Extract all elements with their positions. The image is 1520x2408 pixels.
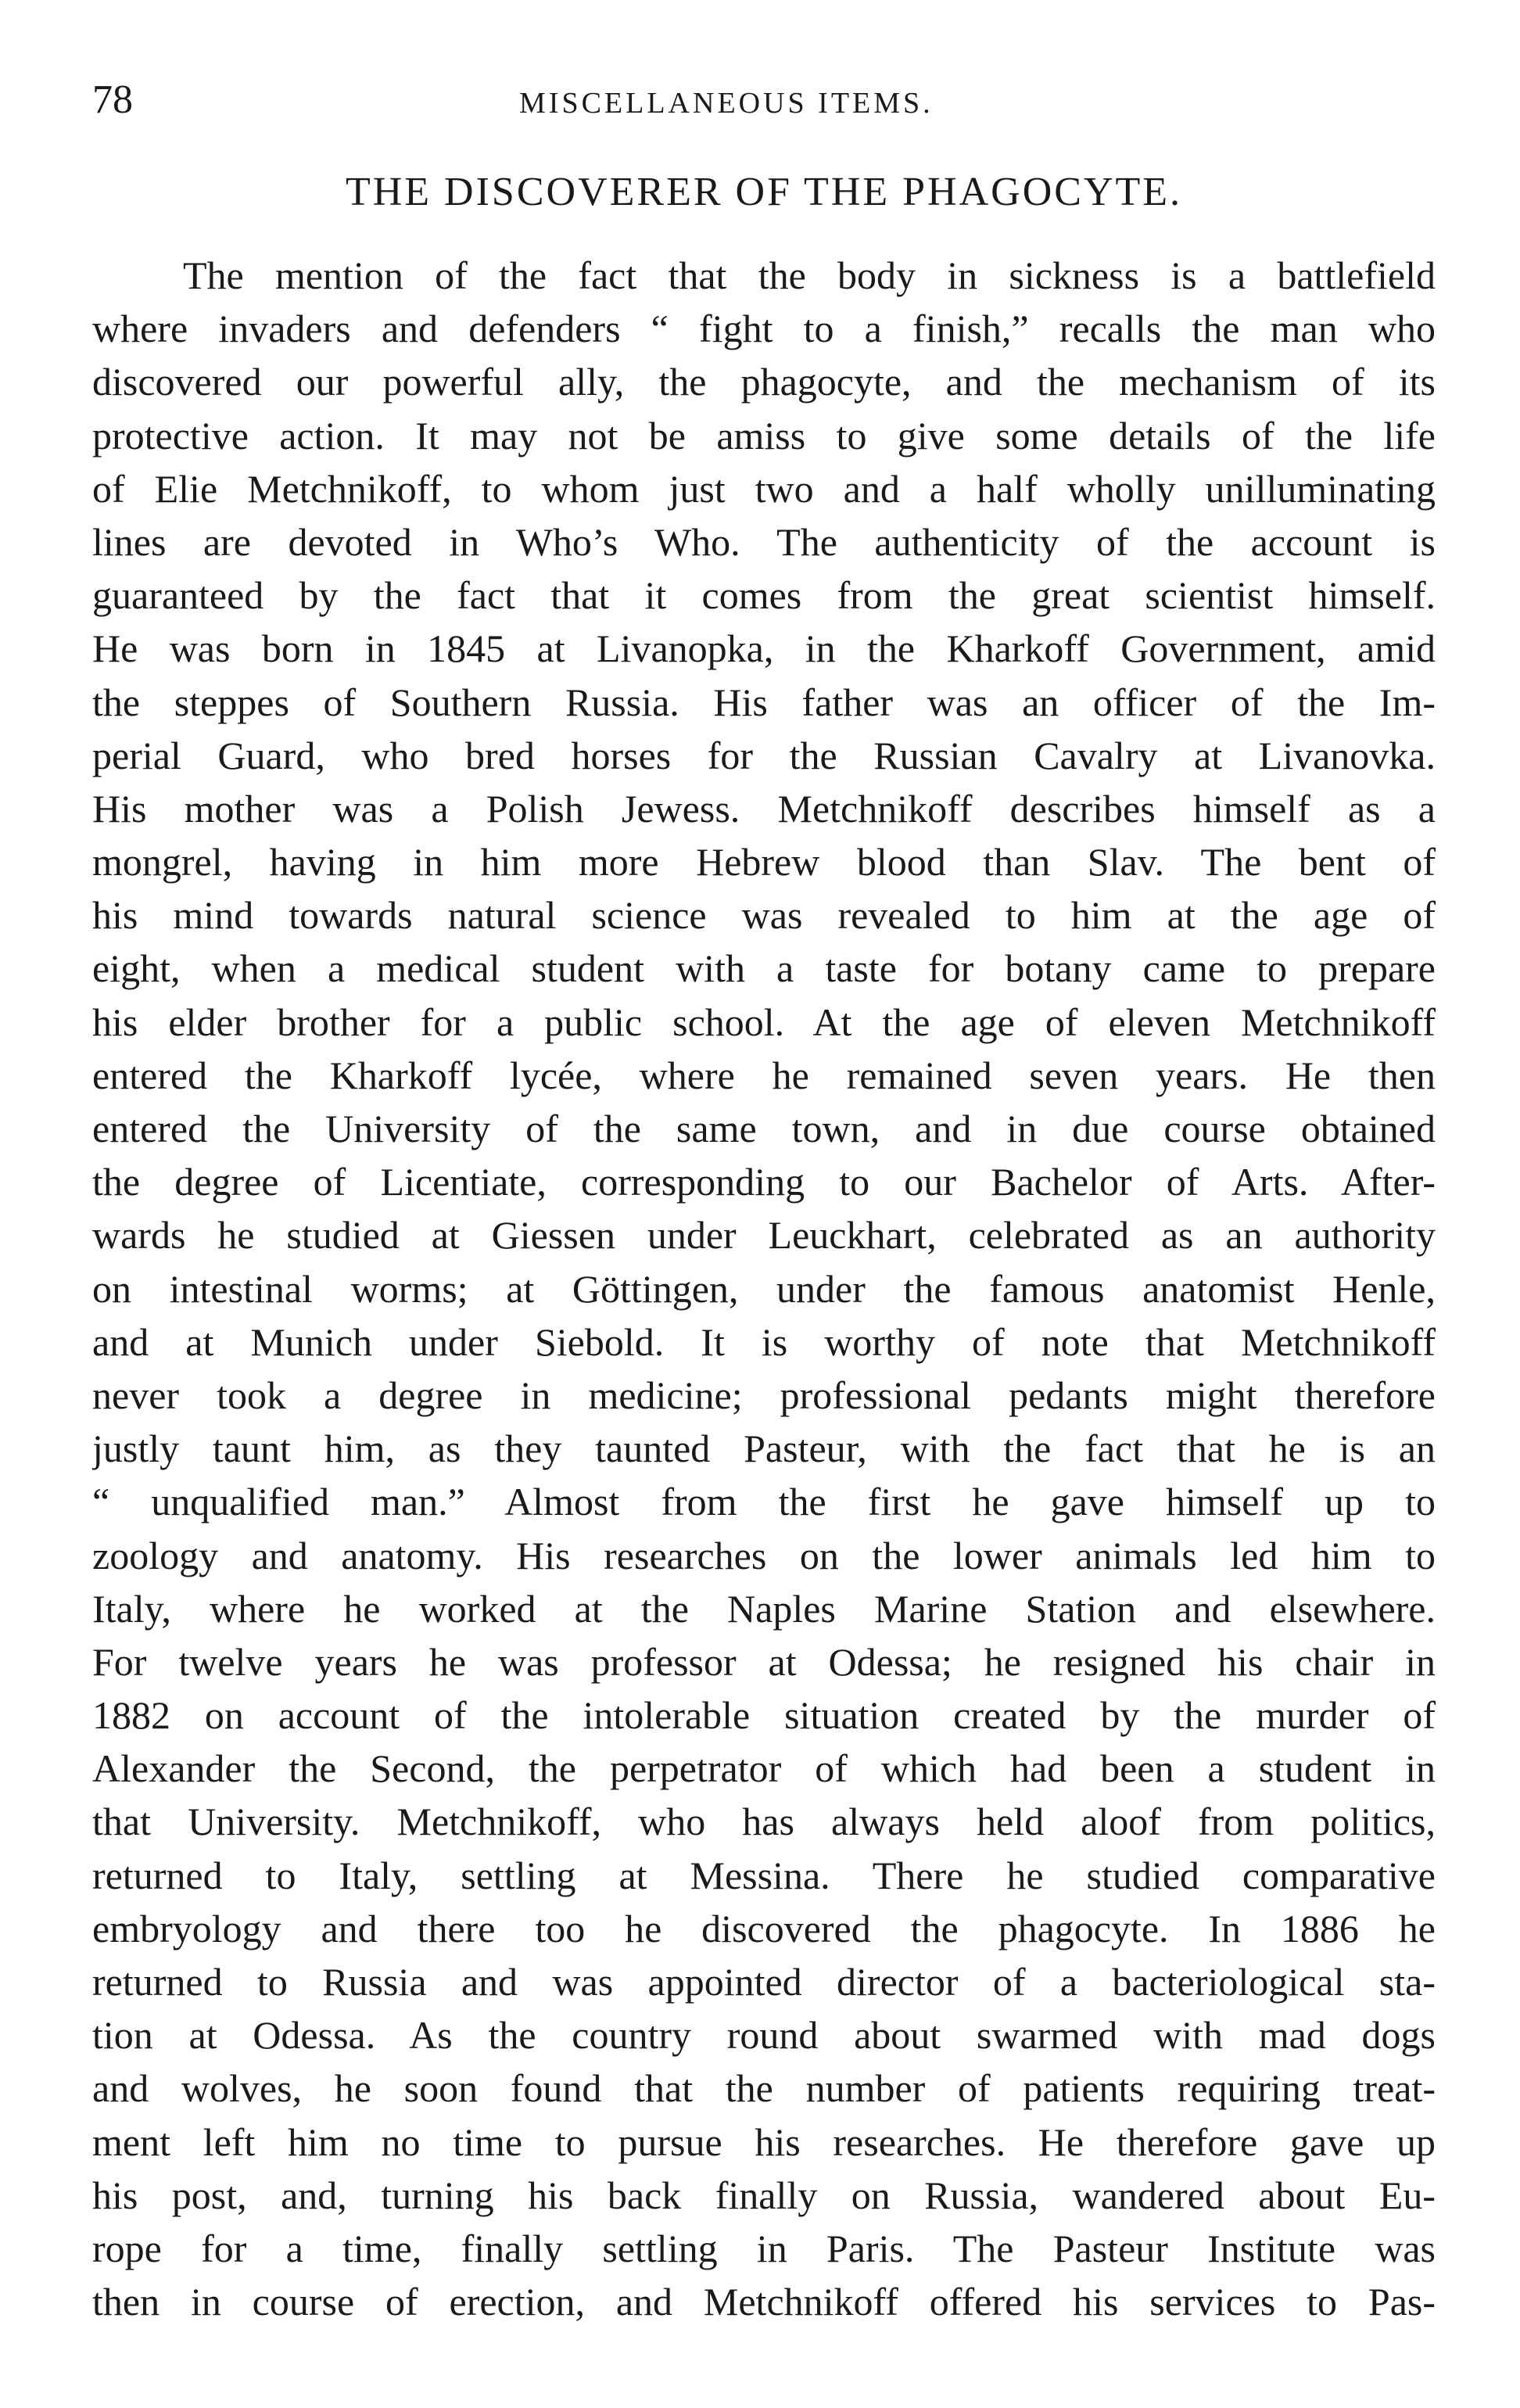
text-line: lines are devoted in Who’s Who. The authenticity of the account is bbox=[92, 519, 1436, 564]
text-line: that University. Metchnikoff, who has always held aloof from politics, bbox=[92, 1800, 1436, 1844]
text-line: the degree of Licentiate, corresponding to our Bachelor of Arts. After- bbox=[92, 1160, 1436, 1204]
text-line: mongrel, having in him more Hebrew blood than Slav. The bent of bbox=[92, 840, 1436, 885]
text-line: embryology and there too he discovered the phagocyte. In 1886 he bbox=[92, 1906, 1436, 1950]
text-line: returned to Russia and was appointed director of a bacteriological sta- bbox=[92, 1960, 1436, 2004]
text-line: and wolves, he soon found that the number of patients requiring treat- bbox=[92, 2066, 1436, 2111]
text-line: discovered our powerful ally, the phagocyte, and the mechanism of its bbox=[92, 360, 1436, 404]
text-line: rope for a time, finally settling in Paris. The Pasteur Institute was bbox=[92, 2226, 1436, 2270]
text-line: guaranteed by the fact that it comes from the great scientist himself. bbox=[92, 573, 1436, 618]
text-line: never took a degree in medicine; professional pedants might therefore bbox=[92, 1373, 1436, 1417]
text-line: The mention of the fact that the body in sickness is a battlefield bbox=[183, 253, 1436, 297]
text-line: returned to Italy, settling at Messina. There he studied comparative bbox=[92, 1853, 1436, 1897]
text-line: Alexander the Second, the perpetrator of which had been a student in bbox=[92, 1746, 1436, 1791]
text-line: the steppes of Southern Russia. His father was an officer of the Im- bbox=[92, 680, 1436, 724]
text-line: on intestinal worms; at Göttingen, under the famous anatomist Henle, bbox=[92, 1266, 1436, 1311]
article-title: THE DISCOVERER OF THE PHAGOCYTE. bbox=[345, 170, 1183, 214]
text-line: of Elie Metchnikoff, to whom just two and a half wholly unilluminating bbox=[92, 466, 1436, 511]
text-line: where invaders and defenders “ fight to a finish,” recalls the man who bbox=[92, 307, 1436, 351]
text-line: his mind towards natural science was revealed to him at the age of bbox=[92, 893, 1436, 938]
text-line: perial Guard, who bred horses for the Russian Cavalry at Livanovka. bbox=[92, 733, 1436, 777]
text-line: For twelve years he was professor at Odessa; he resigned his chair in bbox=[92, 1639, 1436, 1684]
text-line: “ unqualified man.” Almost from the first he gave himself up to bbox=[92, 1480, 1436, 1524]
running-head bbox=[92, 75, 1436, 130]
text-line: 1882 on account of the intolerable situation created by the murder of bbox=[92, 1693, 1436, 1738]
page-number: 78 bbox=[92, 77, 133, 122]
text-line: his elder brother for a public school. At the age of eleven Metchnikoff bbox=[92, 999, 1436, 1044]
text-line: He was born in 1845 at Livanopka, in the Kharkoff Government, amid bbox=[92, 626, 1436, 671]
text-line: zoology and anatomy. His researches on the lower animals led him to bbox=[92, 1533, 1436, 1577]
text-line: protective action. It may not be amiss to give some details of the life bbox=[92, 413, 1436, 458]
text-line: wards he studied at Giessen under Leuckhart, celebrated as an authority bbox=[92, 1213, 1436, 1258]
text-line: his post, and, turning his back finally on Russia, wandered about Eu- bbox=[92, 2173, 1436, 2217]
text-line: justly taunt him, as they taunted Pasteur, with the fact that he is an bbox=[92, 1426, 1436, 1471]
text-line: and at Munich under Siebold. It is worthy of note that Metchnikoff bbox=[92, 1319, 1436, 1364]
text-line: entered the Kharkoff lycée, where he remained seven years. He then bbox=[92, 1053, 1436, 1097]
text-line: then in course of erection, and Metchnikoff offered his services to Pas- bbox=[92, 2280, 1436, 2324]
text-line: eight, when a medical student with a taste for botany came to prepare bbox=[92, 946, 1436, 991]
text-line: ment left him no time to pursue his researches. He therefore gave up bbox=[92, 2119, 1436, 2164]
text-line: tion at Odessa. As the country round about swarmed with mad dogs bbox=[92, 2013, 1436, 2058]
running-title: MISCELLANEOUS ITEMS. bbox=[519, 87, 934, 120]
text-line: entered the University of the same town, and in due course obtained bbox=[92, 1107, 1436, 1150]
text-line: His mother was a Polish Jewess. Metchnikoff describes himself as a bbox=[92, 786, 1436, 831]
text-line: Italy, where he worked at the Naples Marine Station and elsewhere. bbox=[92, 1586, 1436, 1631]
article-body bbox=[92, 249, 1436, 2328]
